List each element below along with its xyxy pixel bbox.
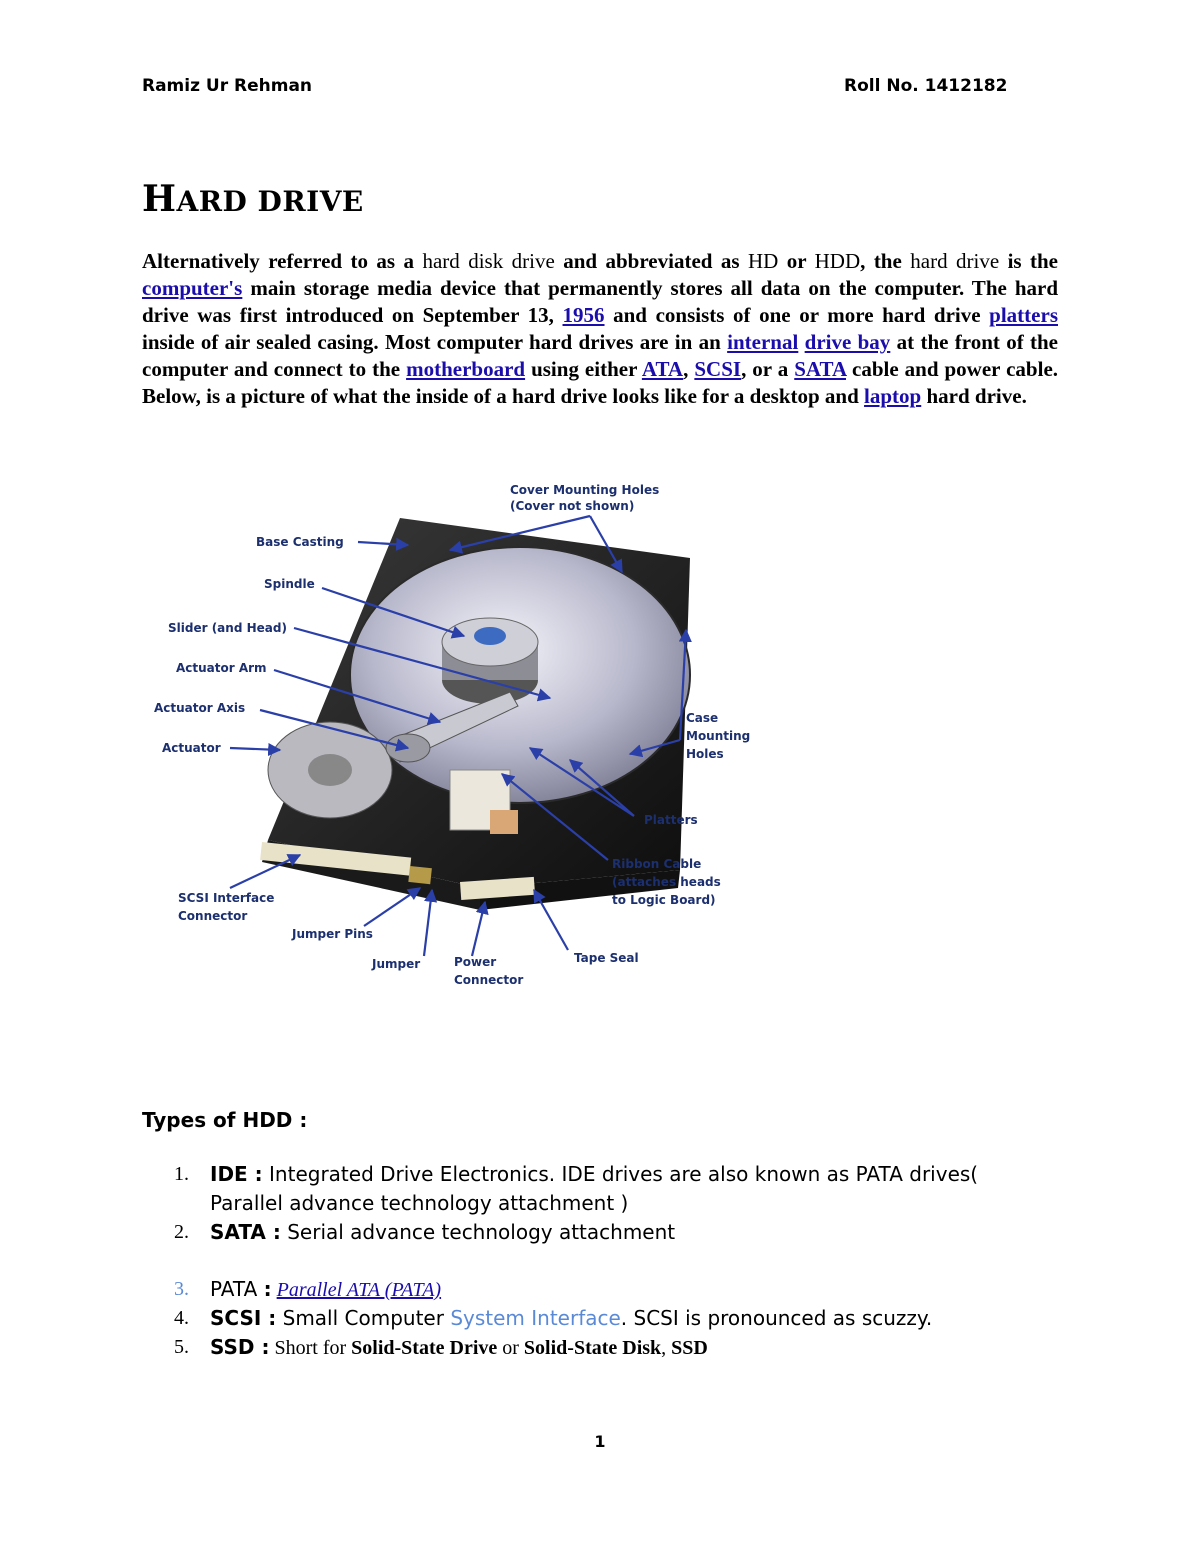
link-ata[interactable]: ATA <box>641 357 684 381</box>
label-ribbon-note-1: (attaches heads <box>612 875 721 889</box>
intro-paragraph: Alternatively referred to as a hard disk drive and abbreviated as HD or HDD, the hard drive is the computer's main storage media device that permanently stores all data on the computer. The hard drive was first introduced on September 13, 1956 and consists of one or more hard drive platters inside of air sealed casing. Most computer hard drives are in an internal drive bay at the front of the computer and connect to the motherboard using either ATA, SCSI, or a SATA cable and power cable. Below, is a picture of what the inside of a hard drive looks like for a desktop and laptop hard drive. <box>142 249 1059 408</box>
label-jumper-pins: Jumper Pins <box>292 927 373 941</box>
header-roll-number: Roll No. 1412182 <box>844 76 1008 96</box>
list-item: 3. PATA : Parallel ATA (PATA) <box>174 1277 442 1301</box>
label-platters: Platters <box>644 813 698 827</box>
label-case: Case <box>686 711 719 725</box>
header-author: Ramiz Ur Rehman <box>142 76 313 96</box>
label-actuator-arm: Actuator Arm <box>176 661 267 675</box>
page-number: 1 <box>594 1432 606 1451</box>
page-title: HARD DRIVE <box>142 178 364 220</box>
label-actuator-axis: Actuator Axis <box>154 701 246 715</box>
link-platters[interactable]: platters <box>989 303 1058 327</box>
label-jumper: Jumper <box>372 957 421 971</box>
link-system-interface[interactable]: System Interface <box>450 1306 621 1330</box>
label-holes: Holes <box>686 747 724 761</box>
hard-drive-diagram <box>150 470 770 1000</box>
label-actuator: Actuator <box>162 741 221 755</box>
label-spindle: Spindle <box>264 577 315 591</box>
list-item: 2. SATA : Serial advance technology attachment <box>174 1220 676 1244</box>
label-base-casting: Base Casting <box>256 535 344 549</box>
link-scsi[interactable]: SCSI <box>694 357 742 381</box>
label-cover-holes-note: (Cover not shown) <box>510 499 635 513</box>
label-ribbon-cable: Ribbon Cable <box>612 857 702 871</box>
label-ribbon-note-2: to Logic Board) <box>612 893 716 907</box>
label-tape-seal: Tape Seal <box>574 951 639 965</box>
label-cover-holes: Cover Mounting Holes <box>510 483 660 497</box>
label-power-connector: Connector <box>454 973 524 987</box>
list-item: 5. SSD : Short for Solid-State Drive or Solid-State Disk, SSD <box>174 1335 708 1359</box>
label-power: Power <box>454 955 497 969</box>
link-1956[interactable]: 1956 <box>562 303 605 327</box>
types-heading: Types of HDD : <box>142 1108 308 1132</box>
link-sata[interactable]: SATA <box>794 357 846 381</box>
link-drive-bay[interactable]: drive bay <box>804 330 891 354</box>
link-motherboard[interactable]: motherboard <box>406 357 526 381</box>
list-item: 1. IDE : Integrated Drive Electronics. IDE drives are also known as PATA drives( Parallel advance technology attachment ) <box>174 1162 979 1215</box>
label-scsi-interface: SCSI Interface <box>178 891 275 905</box>
types-list <box>142 1160 1042 1362</box>
list-item: 4. SCSI : Small Computer System Interface. SCSI is pronounced as scuzzy. <box>174 1306 933 1330</box>
link-parallel-ata[interactable]: Parallel ATA (PATA) <box>276 1279 442 1301</box>
link-laptop[interactable]: laptop <box>864 384 922 408</box>
label-scsi-connector: Connector <box>178 909 248 923</box>
label-slider: Slider (and Head) <box>168 621 287 635</box>
link-computer[interactable]: computer's <box>142 276 243 300</box>
label-mounting: Mounting <box>686 729 751 743</box>
link-internal[interactable]: internal <box>727 330 799 354</box>
